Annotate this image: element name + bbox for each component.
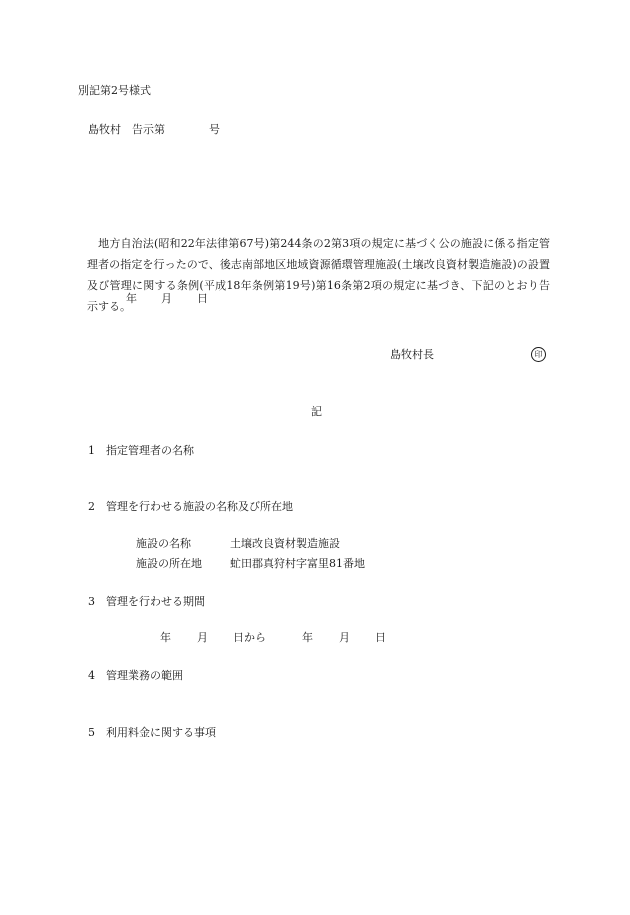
seal-mark: 印 bbox=[531, 347, 546, 362]
body-paragraph: 地方自治法(昭和22年法律第67号)第244条の2第3項の規定に基づく公の施設に係る指定管理者の指定を行ったので、後志南部地区地域資源循環管理施設(土壌改良資材製造施設)の設置及び管理に関する条例(平成18年条例第19号)第16条第2項の規定に基づき、下記のとおり告示する。 bbox=[87, 237, 550, 313]
item-1-number: 1 bbox=[88, 444, 95, 457]
item-3-label: 管理を行わせる期間 bbox=[106, 595, 205, 608]
item-5-label: 利用料金に関する事項 bbox=[106, 726, 216, 739]
period-end-day: 日 bbox=[375, 631, 386, 644]
item-3-number: 3 bbox=[88, 595, 95, 608]
date-day: 日 bbox=[197, 292, 208, 305]
date-year: 年 bbox=[126, 292, 137, 305]
item-5-number: 5 bbox=[88, 726, 95, 739]
item-2-number: 2 bbox=[88, 500, 95, 513]
item-2-label: 管理を行わせる施設の名称及び所在地 bbox=[106, 500, 293, 513]
period-end-month: 月 bbox=[339, 631, 350, 644]
period-start-month: 月 bbox=[197, 631, 208, 644]
notice-number-line: 島牧村 告示第 号 bbox=[88, 123, 220, 136]
facility-location-value: 虻田郡真狩村字富里81番地 bbox=[230, 557, 365, 570]
date-month: 月 bbox=[161, 292, 172, 305]
form-label: 別記第2号様式 bbox=[78, 84, 151, 97]
period-start-year: 年 bbox=[160, 631, 171, 644]
period-start-day: 日から bbox=[233, 631, 266, 644]
period-end-year: 年 bbox=[302, 631, 313, 644]
facility-location-key: 施設の所在地 bbox=[136, 557, 202, 570]
item-4-number: 4 bbox=[88, 669, 95, 682]
item-1-label: 指定管理者の名称 bbox=[106, 444, 194, 457]
ki-heading: 記 bbox=[311, 405, 322, 418]
facility-name-key: 施設の名称 bbox=[136, 537, 191, 550]
facility-name-value: 土壌改良資材製造施設 bbox=[230, 537, 340, 550]
mayor-title: 島牧村長 bbox=[390, 348, 434, 361]
item-4-label: 管理業務の範囲 bbox=[106, 669, 183, 682]
